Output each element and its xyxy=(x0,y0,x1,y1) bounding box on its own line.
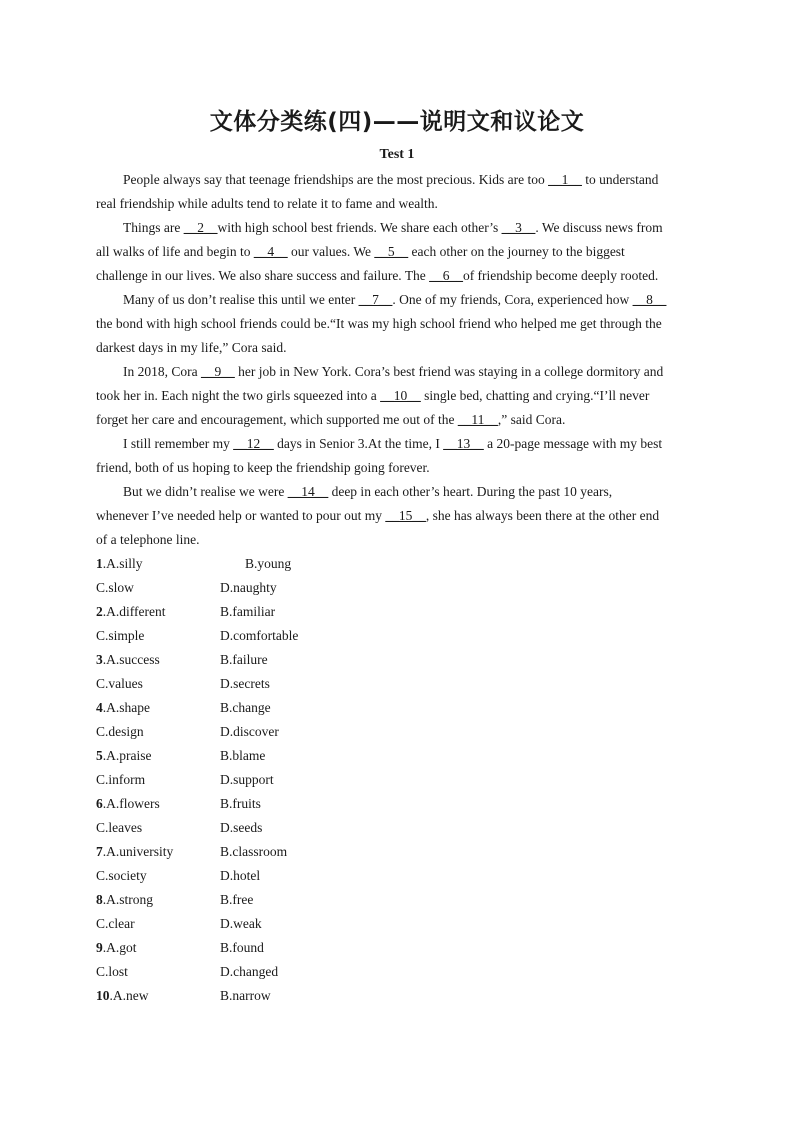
option-row xyxy=(96,792,416,816)
passage-text: days in Senior 3.At the time, I xyxy=(273,436,444,451)
blank-slot[interactable]: __10__ xyxy=(380,388,421,403)
blank-slot[interactable]: __12__ xyxy=(233,436,274,451)
option-row xyxy=(96,768,416,792)
passage-text: Many of us don’t realise this until we enter xyxy=(123,292,359,307)
option-a-or-c[interactable] xyxy=(96,744,151,768)
option-row xyxy=(96,888,416,912)
option-a-or-c[interactable] xyxy=(96,768,145,792)
option-text: C.lost xyxy=(96,964,128,979)
option-a-or-c[interactable] xyxy=(96,576,134,600)
passage-text: a 20-page message with my best xyxy=(483,436,663,451)
option-b-or-d[interactable]: B.failure xyxy=(220,652,268,667)
passage-text: I still remember my xyxy=(123,436,234,451)
option-b-or-d[interactable]: D.hotel xyxy=(220,868,261,883)
passage-text: friend, both of us hoping to keep the friendship going forever. xyxy=(96,460,430,475)
option-b-or-d[interactable]: D.naughty xyxy=(220,580,277,595)
question-number: 3 xyxy=(96,652,103,667)
passage-text: darkest days in my life,” Cora said. xyxy=(96,340,287,355)
option-b-or-d[interactable]: B.change xyxy=(220,700,271,715)
option-row xyxy=(96,960,416,984)
option-text: .A.new xyxy=(109,988,149,1003)
page-title: 文体分类练(四)——说明文和议论文 xyxy=(209,109,585,135)
passage-text: deep in each other’s heart. During the past 10 years, xyxy=(328,484,613,499)
option-b-or-d[interactable]: B.familiar xyxy=(220,604,276,619)
option-a-or-c[interactable] xyxy=(96,696,150,720)
option-text: C.design xyxy=(96,724,144,739)
option-a-or-c[interactable] xyxy=(96,960,128,984)
passage-text: challenge in our lives. We also share success and failure. The xyxy=(96,268,430,283)
passage-text: ,” said Cora. xyxy=(497,412,566,427)
question-number: 1 xyxy=(96,556,103,571)
passage-text: whenever I’ve needed help or wanted to pour out my xyxy=(96,508,386,523)
blank-slot[interactable]: __15__ xyxy=(385,508,426,523)
option-a-or-c[interactable] xyxy=(96,672,143,696)
option-row xyxy=(96,672,416,696)
option-b-or-d[interactable]: B.young xyxy=(245,556,292,571)
passage-text: all walks of life and begin to xyxy=(96,244,254,259)
option-row xyxy=(96,744,416,768)
option-b-or-d[interactable]: B.blame xyxy=(220,748,266,763)
passage-text: . We discuss news from xyxy=(535,220,663,235)
passage-line xyxy=(96,240,700,264)
option-row xyxy=(96,720,416,744)
passage-text: the bond with high school friends could be.“It was my high school friend who helped me get through the xyxy=(96,316,662,331)
question-number: 6 xyxy=(96,796,103,811)
option-a-or-c[interactable] xyxy=(96,624,144,648)
option-a-or-c[interactable] xyxy=(96,720,144,744)
passage-text: each other on the journey to the biggest xyxy=(408,244,625,259)
blank-slot[interactable]: __6__ xyxy=(429,268,463,283)
passage-text: of friendship become deeply rooted. xyxy=(462,268,659,283)
passage-text: her job in New York. Cora’s best friend was staying in a college dormitory and xyxy=(234,364,664,379)
option-text: .A.strong xyxy=(102,892,153,907)
passage-text: In 2018, Cora xyxy=(123,364,201,379)
option-b-or-d[interactable]: B.fruits xyxy=(220,796,261,811)
blank-slot[interactable]: __2__ xyxy=(183,220,218,235)
test-label: Test 1 xyxy=(379,147,415,162)
question-number: 2 xyxy=(96,604,103,619)
passage-text: , she has always been there at the other end xyxy=(425,508,660,523)
passage-text: single bed, chatting and crying.“I’ll never xyxy=(420,388,650,403)
option-a-or-c[interactable] xyxy=(96,840,173,864)
option-a-or-c[interactable] xyxy=(96,888,153,912)
option-row xyxy=(96,576,416,600)
option-row xyxy=(96,936,416,960)
option-text: C.leaves xyxy=(96,820,143,835)
option-a-or-c[interactable] xyxy=(96,936,137,960)
blank-slot[interactable]: __5__ xyxy=(374,244,409,259)
passage-text: forget her care and encouragement, which supported me out of the xyxy=(96,412,458,427)
option-a-or-c[interactable] xyxy=(96,552,143,576)
option-b-or-d[interactable]: D.seeds xyxy=(220,820,263,835)
option-text: .A.shape xyxy=(102,700,150,715)
option-text: .A.praise xyxy=(102,748,152,763)
passage-line xyxy=(96,336,700,360)
option-a-or-c[interactable] xyxy=(96,864,147,888)
option-a-or-c[interactable] xyxy=(96,792,160,816)
question-number: 10 xyxy=(96,988,110,1003)
blank-slot[interactable]: __9__ xyxy=(201,364,235,379)
option-text: .A.got xyxy=(102,940,137,955)
answer-options xyxy=(96,552,416,1008)
option-text: C.inform xyxy=(96,772,146,787)
cloze-passage xyxy=(96,168,700,552)
passage-line xyxy=(96,192,700,216)
blank-slot[interactable]: __8__ xyxy=(632,292,667,307)
passage-text: to understand xyxy=(581,172,659,187)
option-b-or-d[interactable]: D.changed xyxy=(220,964,279,979)
passage-text: Things are xyxy=(123,220,184,235)
option-text: C.simple xyxy=(96,628,145,643)
option-row xyxy=(96,600,416,624)
passage-text: real friendship while adults tend to relate it to fame and wealth. xyxy=(96,196,438,211)
option-row xyxy=(96,816,416,840)
passage-line xyxy=(96,264,700,288)
passage-line xyxy=(96,360,700,384)
question-number: 8 xyxy=(96,892,103,907)
option-text: C.clear xyxy=(96,916,135,931)
option-text: .A.university xyxy=(102,844,174,859)
option-row xyxy=(96,624,416,648)
option-b-or-d[interactable]: B.found xyxy=(220,940,264,955)
option-b-or-d[interactable]: D.weak xyxy=(220,916,262,931)
option-a-or-c[interactable] xyxy=(96,984,149,1008)
option-b-or-d[interactable]: B.free xyxy=(220,892,254,907)
option-b-or-d[interactable]: D.discover xyxy=(220,724,279,739)
option-text: .A.success xyxy=(102,652,160,667)
passage-text: with high school best friends. We share each other’s xyxy=(217,220,502,235)
option-text: C.society xyxy=(96,868,147,883)
passage-line xyxy=(96,480,700,504)
blank-slot[interactable]: __3__ xyxy=(501,220,536,235)
passage-line xyxy=(96,456,700,480)
option-row xyxy=(96,984,416,1008)
option-row xyxy=(96,552,416,576)
passage-text: . One of my friends, Cora, experienced how xyxy=(392,292,633,307)
question-number: 9 xyxy=(96,940,103,955)
passage-text: our values. We xyxy=(287,244,375,259)
option-text: .A.different xyxy=(102,604,166,619)
option-b-or-d[interactable]: B.classroom xyxy=(220,844,288,859)
option-a-or-c[interactable] xyxy=(96,912,135,936)
passage-line xyxy=(96,312,700,336)
passage-line xyxy=(96,216,700,240)
blank-slot[interactable]: __11__ xyxy=(457,412,498,427)
passage-line xyxy=(96,384,700,408)
option-row xyxy=(96,840,416,864)
option-row xyxy=(96,864,416,888)
passage-line xyxy=(96,168,700,192)
blank-slot[interactable]: __1__ xyxy=(548,172,582,187)
blank-slot[interactable]: __7__ xyxy=(358,292,393,307)
option-text: C.slow xyxy=(96,580,134,595)
passage-line xyxy=(96,288,700,312)
option-row xyxy=(96,648,416,672)
option-b-or-d[interactable]: D.comfortable xyxy=(220,628,299,643)
option-text: C.values xyxy=(96,676,143,691)
option-b-or-d[interactable]: B.narrow xyxy=(220,988,271,1003)
option-b-or-d[interactable]: D.secrets xyxy=(220,676,270,691)
passage-text: took her in. Each night the two girls squeezed into a xyxy=(96,388,381,403)
passage-text: of a telephone line. xyxy=(96,532,200,547)
question-number: 5 xyxy=(96,748,103,763)
blank-slot[interactable]: __13__ xyxy=(443,436,484,451)
option-a-or-c[interactable] xyxy=(96,816,142,840)
passage-line xyxy=(96,408,700,432)
question-number: 4 xyxy=(96,700,103,715)
blank-slot[interactable]: __4__ xyxy=(253,244,288,259)
option-row xyxy=(96,696,416,720)
option-text: .A.flowers xyxy=(102,796,160,811)
question-number: 7 xyxy=(96,844,103,859)
option-text: .A.silly xyxy=(102,556,143,571)
passage-line xyxy=(96,504,700,528)
option-b-or-d[interactable]: D.support xyxy=(220,772,274,787)
option-a-or-c[interactable] xyxy=(96,648,160,672)
passage-line xyxy=(96,432,700,456)
passage-text: But we didn’t realise we were xyxy=(123,484,288,499)
passage-text: People always say that teenage friendships are the most precious. Kids are too xyxy=(123,172,549,187)
option-a-or-c[interactable] xyxy=(96,600,165,624)
passage-line xyxy=(96,528,700,552)
option-row xyxy=(96,912,416,936)
blank-slot[interactable]: __14__ xyxy=(287,484,329,499)
